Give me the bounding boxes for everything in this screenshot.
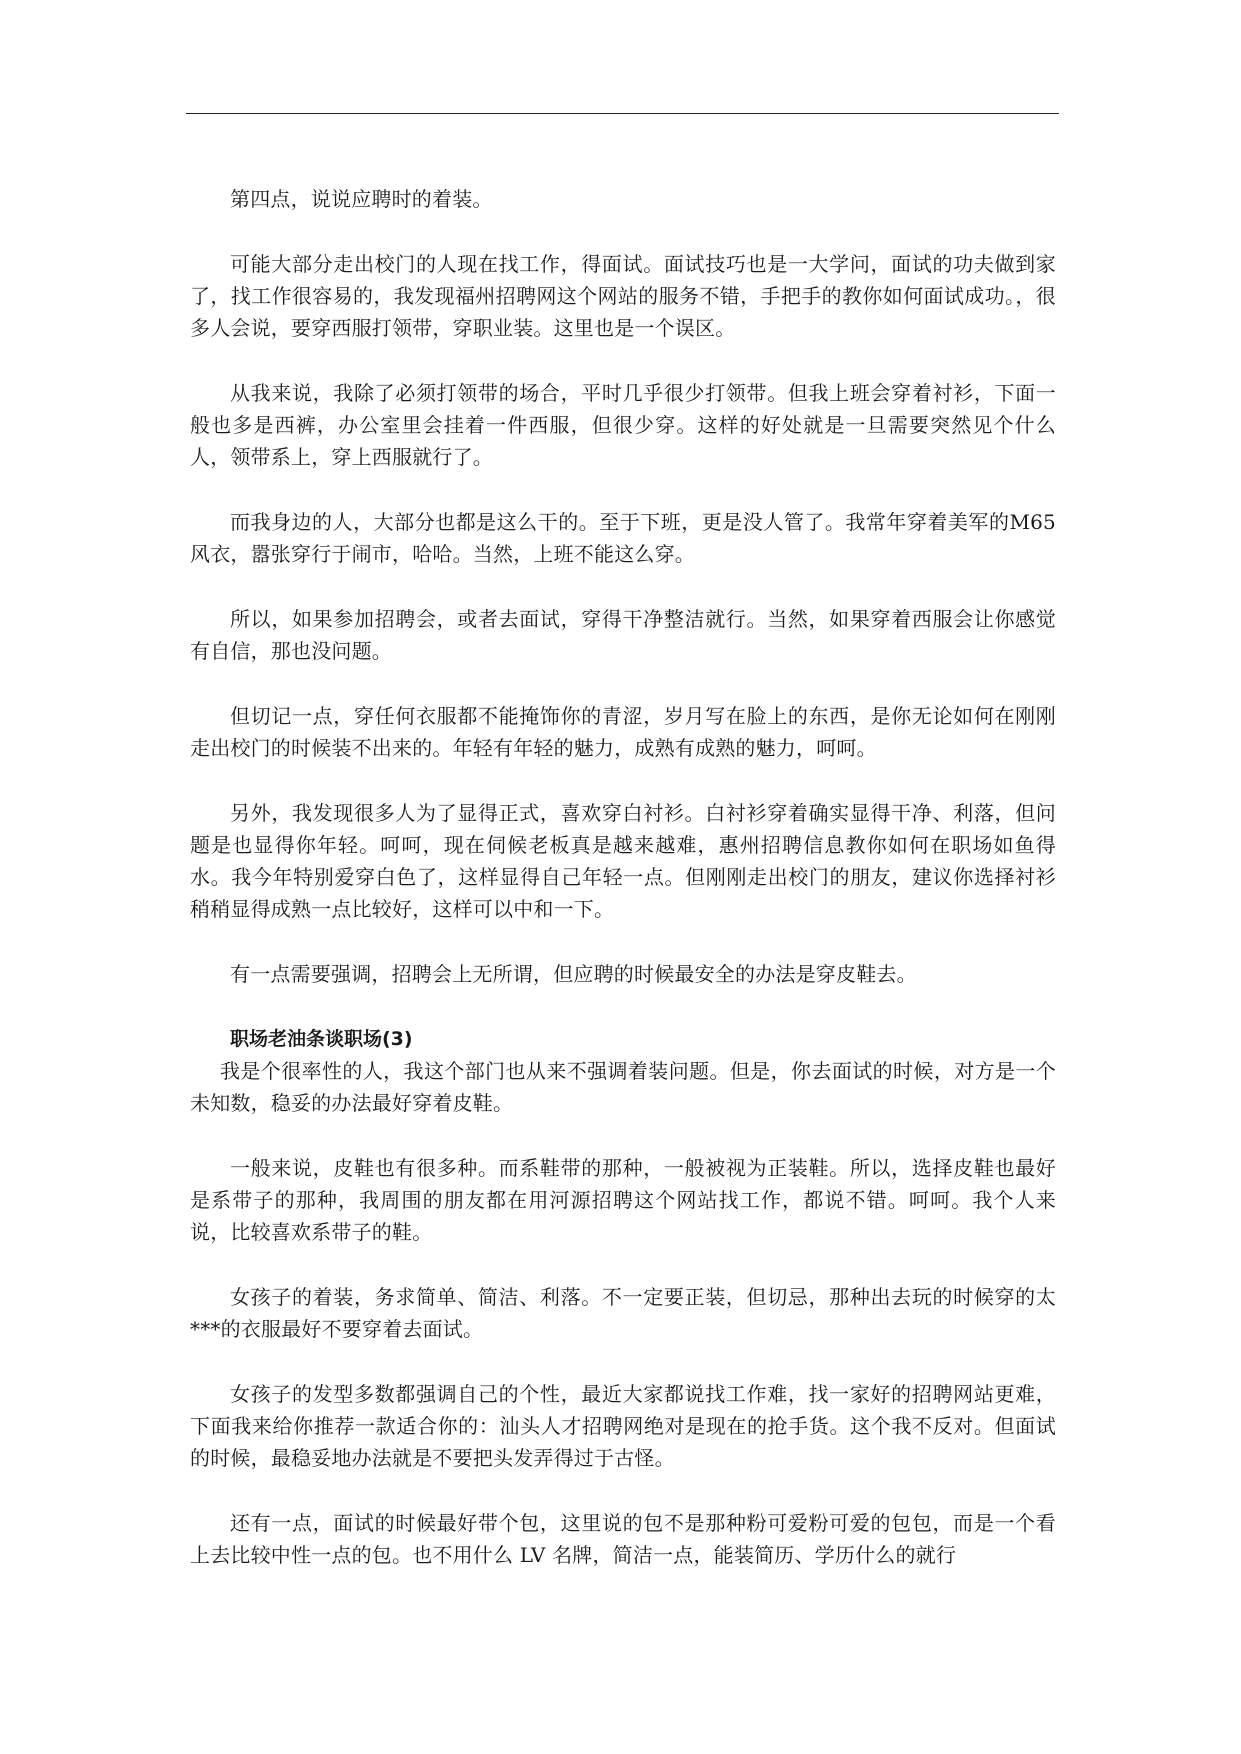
header-rule [186, 113, 1059, 114]
paragraph-1: 第四点，说说应聘时的着装。 [230, 187, 493, 211]
paragraph-8: 有一点需要强调，招聘会上无所谓，但应聘的时候最安全的办法是穿皮鞋去。 [230, 962, 917, 986]
paragraph-3: 从我来说，我除了必须打领带的场合，平时几乎很少打领带。但我上班会穿着衬衫，下面一般也多是西裤，办公室里会挂着一件西服，但很少穿。这样的好处就是一旦需要突然见个什么人，领带系上，穿上西服就行了。 [190, 381, 1056, 469]
paragraph-5: 所以，如果参加招聘会，或者去面试，穿得干净整洁就行。当然，如果穿着西服会让你感觉有自信，那也没问题。 [190, 607, 1056, 663]
section-paragraph-2: 一般来说，皮鞋也有很多种。而系鞋带的那种，一般被视为正装鞋。所以，选择皮鞋也最好是系带子的那种，我周围的朋友都在用河源招聘这个网站找工作，都说不错。呵呵。我个人来说，比较喜欢系带子的鞋。 [190, 1156, 1056, 1244]
section-heading: 职场老油条谈职场(3) [230, 1028, 413, 1050]
paragraph-4: 而我身边的人，大部分也都是这么干的。至于下班，更是没人管了。我常年穿着美军的M65 风衣，嚣张穿行于闹市，哈哈。当然，上班不能这么穿。 [190, 510, 1056, 566]
section-paragraph-1: 我是个很率性的人，我这个部门也从来不强调着装问题。但是，你去面试的时候，对方是一个未知数，稳妥的办法最好穿着皮鞋。 [190, 1059, 1056, 1115]
section-paragraph-4: 女孩子的发型多数都强调自己的个性，最近大家都说找工作难，找一家好的招聘网站更难，下面我来给你推荐一款适合你的：汕头人才招聘网绝对是现在的抢手货。这个我不反对。但面试的时候，最稳妥地办法就是不要把头发弄得过于古怪。 [190, 1382, 1056, 1470]
document-body [190, 183, 1056, 1571]
paragraph-2: 可能大部分走出校门的人现在找工作，得面试。面试技巧也是一大学问，面试的功夫做到家了，找工作很容易的，我发现福州招聘网这个网站的服务不错，手把手的教你如何面试成功。，很多人会说，要穿西服打领带，穿职业装。这里也是一个误区。 [190, 252, 1056, 340]
section-paragraph-3: 女孩子的着装，务求简单、简洁、利落。不一定要正装，但切忌，那种出去玩的时候穿的太***的衣服最好不要穿着去面试。 [190, 1285, 1056, 1341]
paragraph-6: 但切记一点，穿任何衣服都不能掩饰你的青涩，岁月写在脸上的东西，是你无论如何在刚刚走出校门的时候装不出来的。年轻有年轻的魅力，成熟有成熟的魅力，呵呵。 [190, 704, 1056, 760]
section-paragraph-5: 还有一点，面试的时候最好带个包，这里说的包不是那种粉可爱粉可爱的包包，而是一个看上去比较中性一点的包。也不用什么 LV 名牌，简洁一点，能装简历、学历什么的就行 [190, 1511, 1056, 1567]
paragraph-7: 另外，我发现很多人为了显得正式，喜欢穿白衬衫。白衬衫穿着确实显得干净、利落，但问题是也显得你年轻。呵呵，现在伺候老板真是越来越难，惠州招聘信息教你如何在职场如鱼得水。我今年特别爱穿白色了，这样显得自己年轻一点。但刚刚走出校门的朋友，建议你选择衬衫稍稍显得成熟一点比较好，这样可以中和一下。 [190, 801, 1056, 921]
